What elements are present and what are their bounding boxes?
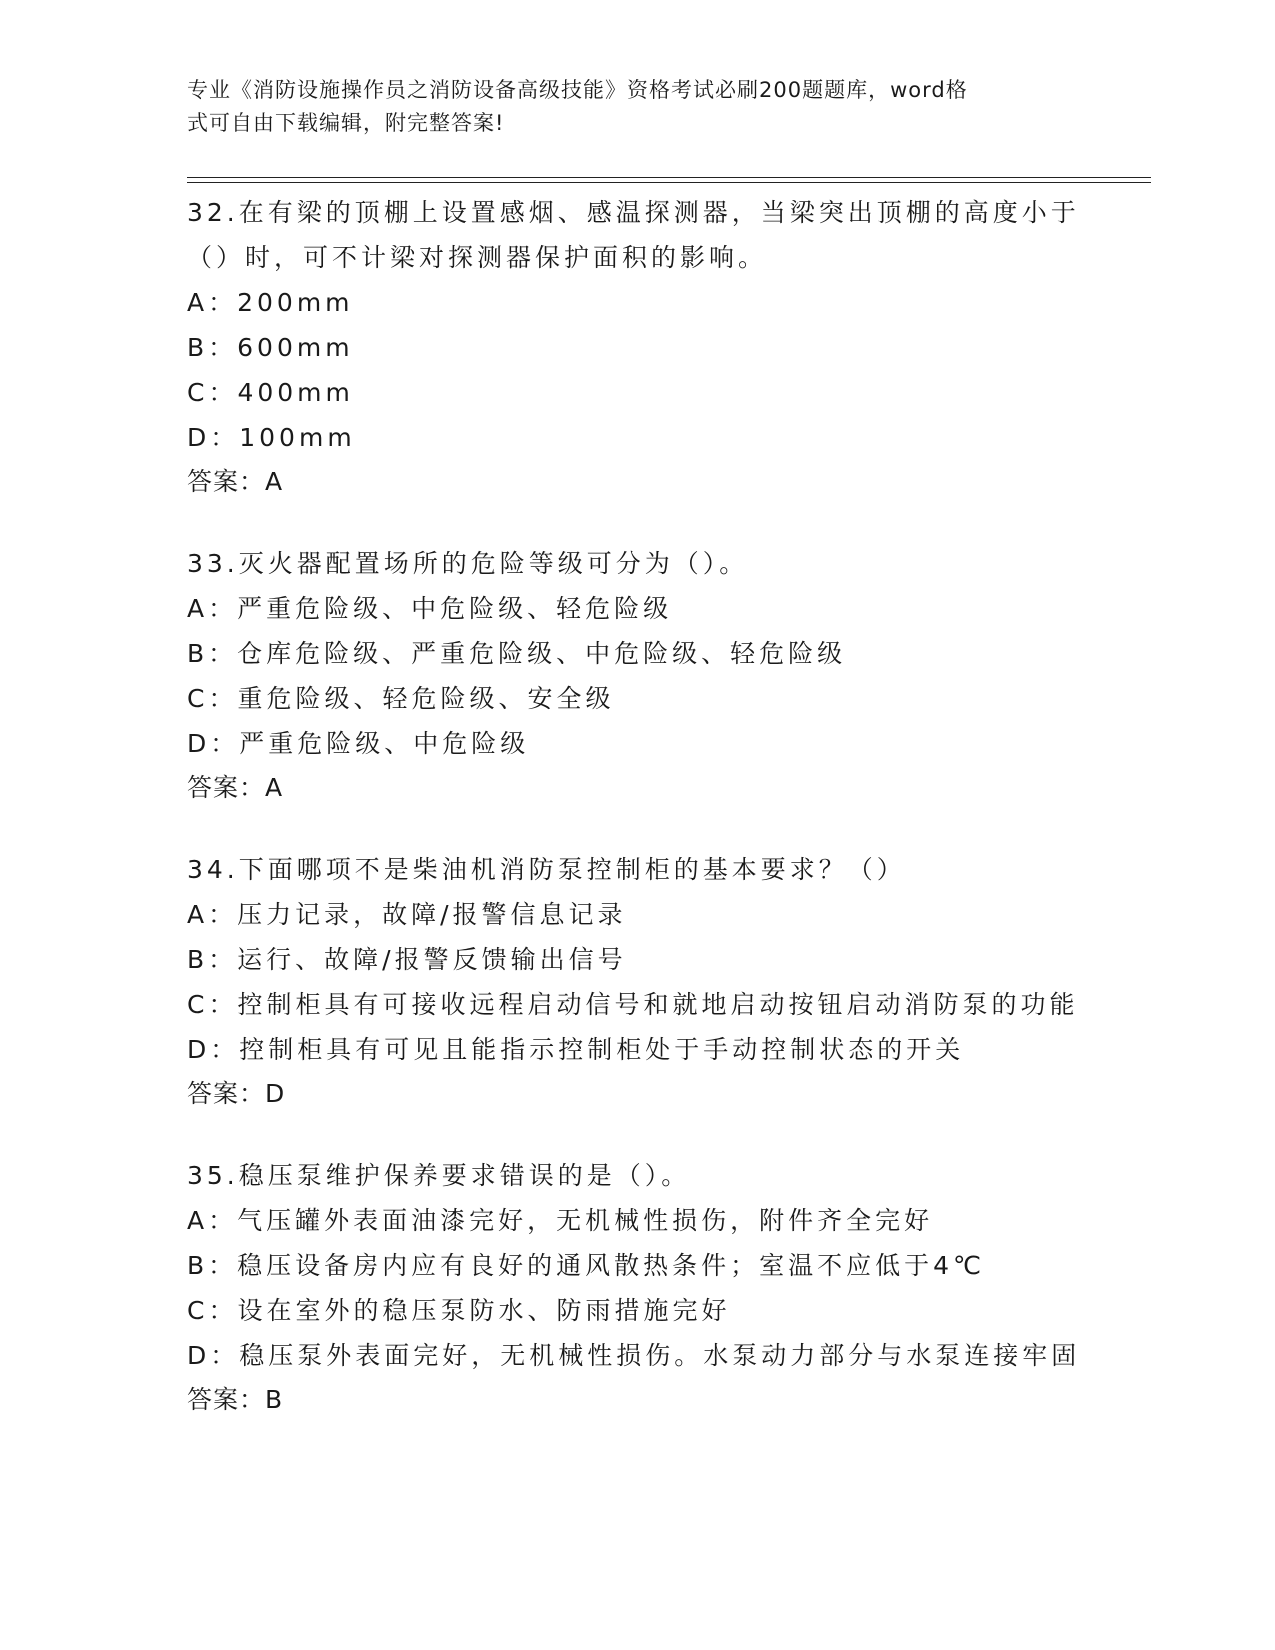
option-a: A：严重危险级、中危险级、轻危险级: [187, 594, 673, 623]
question-32: [187, 190, 1087, 504]
option-a: A：气压罐外表面油漆完好，无机械性损伤，附件齐全完好: [187, 1206, 934, 1235]
option-d: D：100mm: [187, 423, 356, 452]
question-stem: 34.下面哪项不是柴油机消防泵控制柜的基本要求？（）: [187, 855, 906, 884]
option-b: B：仓库危险级、严重危险级、中危险级、轻危险级: [187, 639, 847, 668]
option-b: B：稳压设备房内应有良好的通风散热条件；室温不应低于4℃: [187, 1251, 986, 1280]
question-33: [187, 541, 1087, 810]
option-b: B：运行、故障/报警反馈输出信号: [187, 945, 627, 974]
header-divider-bottom: [187, 182, 1151, 183]
question-34: [187, 847, 1087, 1116]
option-c: C：控制柜具有可接收远程启动信号和就地启动按钮启动消防泵的功能: [187, 990, 1079, 1019]
option-c: C：设在室外的稳压泵防水、防雨措施完好: [187, 1296, 731, 1325]
header-line-2: 式可自由下载编辑，附完整答案!: [187, 111, 505, 135]
option-c: C：400mm: [187, 378, 354, 407]
question-35: [187, 1153, 1087, 1422]
document-header: [187, 74, 1087, 140]
answer: 答案：A: [187, 467, 284, 496]
question-stem: 35.稳压泵维护保养要求错误的是（）。: [187, 1161, 691, 1190]
option-b: B：600mm: [187, 333, 354, 362]
answer: 答案：D: [187, 1079, 286, 1108]
question-list: [187, 190, 1087, 1459]
option-a: A：200mm: [187, 288, 354, 317]
option-a: A：压力记录，故障/报警信息记录: [187, 900, 627, 929]
option-d: D：稳压泵外表面完好，无机械性损伤。水泵动力部分与水泵连接牢固: [187, 1341, 1081, 1370]
header-divider-top: [187, 177, 1151, 178]
question-stem: 32.在有梁的顶棚上设置感烟、感温探测器，当梁突出顶棚的高度小于: [187, 198, 1080, 227]
answer: 答案：B: [187, 1385, 284, 1414]
option-d: D：严重危险级、中危险级: [187, 729, 530, 758]
question-stem: 33.灭火器配置场所的危险等级可分为（）。: [187, 549, 749, 578]
header-line-1: 专业《消防设施操作员之消防设备高级技能》资格考试必刷200题题库，word格: [187, 78, 968, 102]
option-d: D：控制柜具有可见且能指示控制柜处于手动控制状态的开关: [187, 1035, 965, 1064]
answer: 答案：A: [187, 773, 284, 802]
question-stem-continued: （）时，可不计梁对探测器保护面积的影响。: [187, 243, 768, 272]
option-c: C：重危险级、轻危险级、安全级: [187, 684, 615, 713]
